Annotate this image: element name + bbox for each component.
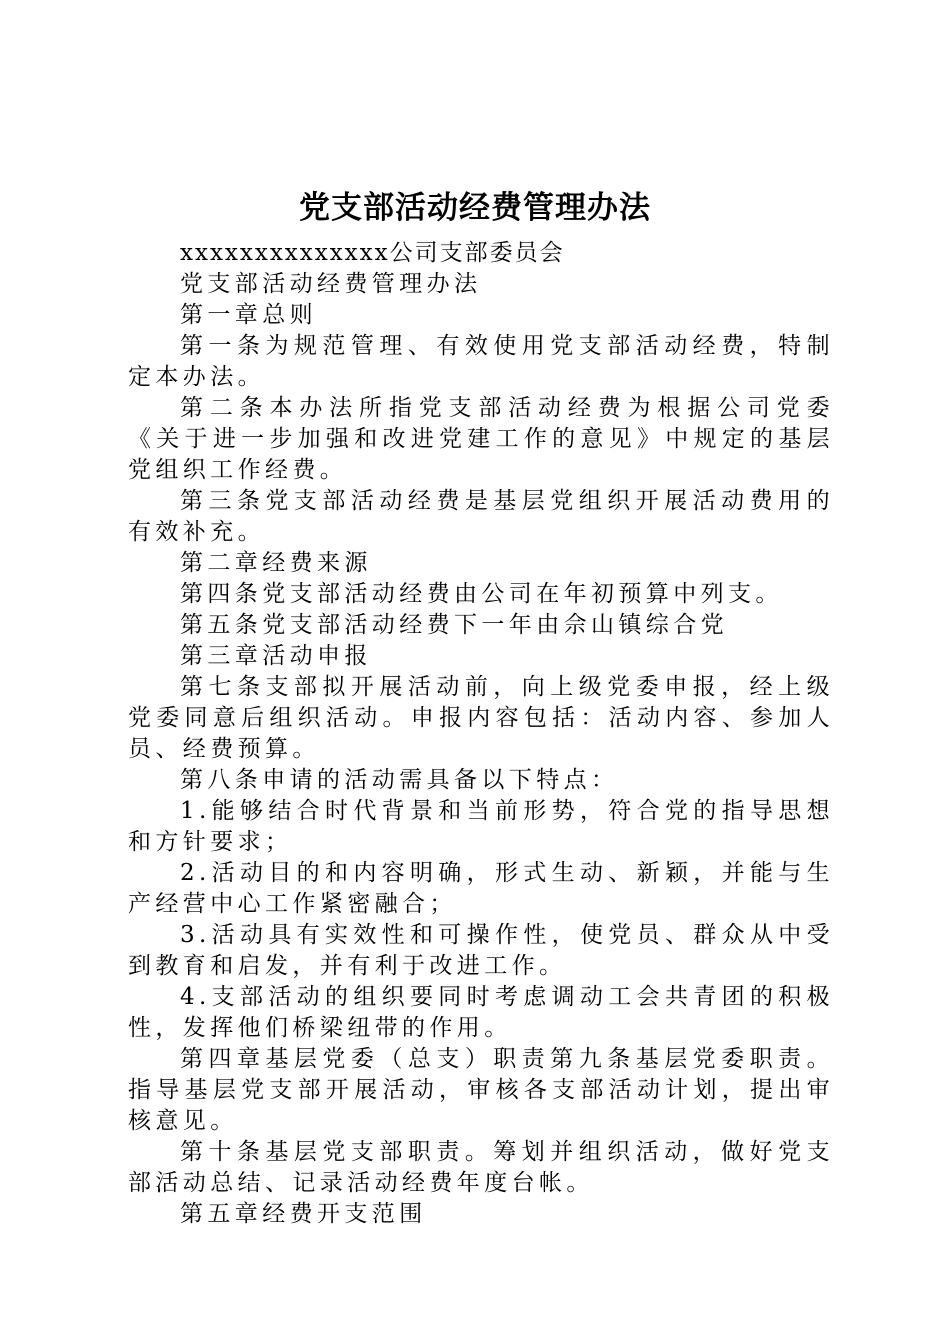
chapter-heading: 第五章经费开支范围 — [180, 1201, 427, 1227]
article-paragraph: 第四条党支部活动经费由公司在年初预算中列支。 — [180, 581, 783, 607]
list-item: 1.能够结合时代背景和当前形势，符合党的指导思想和方针要求； — [128, 798, 834, 855]
list-item: 2.活动目的和内容明确，形式生动、新颖，并能与生产经营中心工作紧密融合； — [128, 860, 834, 917]
article-paragraph: 第四章基层党委（总支）职责第九条基层党委职责。指导基层党支部开展活动，审核各支部活动计划，提出审核意见。 — [128, 1046, 834, 1134]
article-paragraph: 第一条为规范管理、有效使用党支部活动经费，特制定本办法。 — [128, 333, 834, 390]
document-body — [128, 238, 834, 1230]
chapter-heading: 第二章经费来源 — [180, 550, 372, 576]
article-paragraph: 第八条申请的活动需具备以下特点： — [180, 767, 619, 793]
article-paragraph: 第三条党支部活动经费是基层党组织开展活动费用的有效补充。 — [128, 488, 834, 545]
list-item: 3.活动具有实效性和可操作性，使党员、群众从中受到教育和启发，并有利于改进工作。 — [128, 922, 834, 979]
list-item: 4.支部活动的组织要同时考虑调动工会共青团的积极性，发挥他们桥梁纽带的作用。 — [128, 984, 834, 1041]
subtitle-line: 党支部活动经费管理办法 — [180, 271, 482, 297]
article-paragraph: 第二条本办法所指党支部活动经费为根据公司党委《关于进一步加强和改进党建工作的意见》中规定的基层党组织工作经费。 — [128, 395, 834, 483]
article-paragraph: 第五条党支部活动经费下一年由佘山镇综合党 — [180, 612, 728, 638]
company-committee-line: xxxxxxxxxxxxxx公司支部委员会 — [180, 240, 565, 266]
chapter-heading: 第三章活动申报 — [180, 643, 372, 669]
document-title: 党支部活动经费管理办法 — [299, 190, 651, 226]
chapter-heading: 第一章总则 — [180, 302, 317, 328]
article-paragraph: 第七条支部拟开展活动前，向上级党委申报，经上级党委同意后组织活动。申报内容包括：活动内容、参加人员、经费预算。 — [128, 674, 834, 762]
article-paragraph: 第十条基层党支部职责。筹划并组织活动，做好党支部活动总结、记录活动经费年度台帐。 — [128, 1139, 834, 1196]
